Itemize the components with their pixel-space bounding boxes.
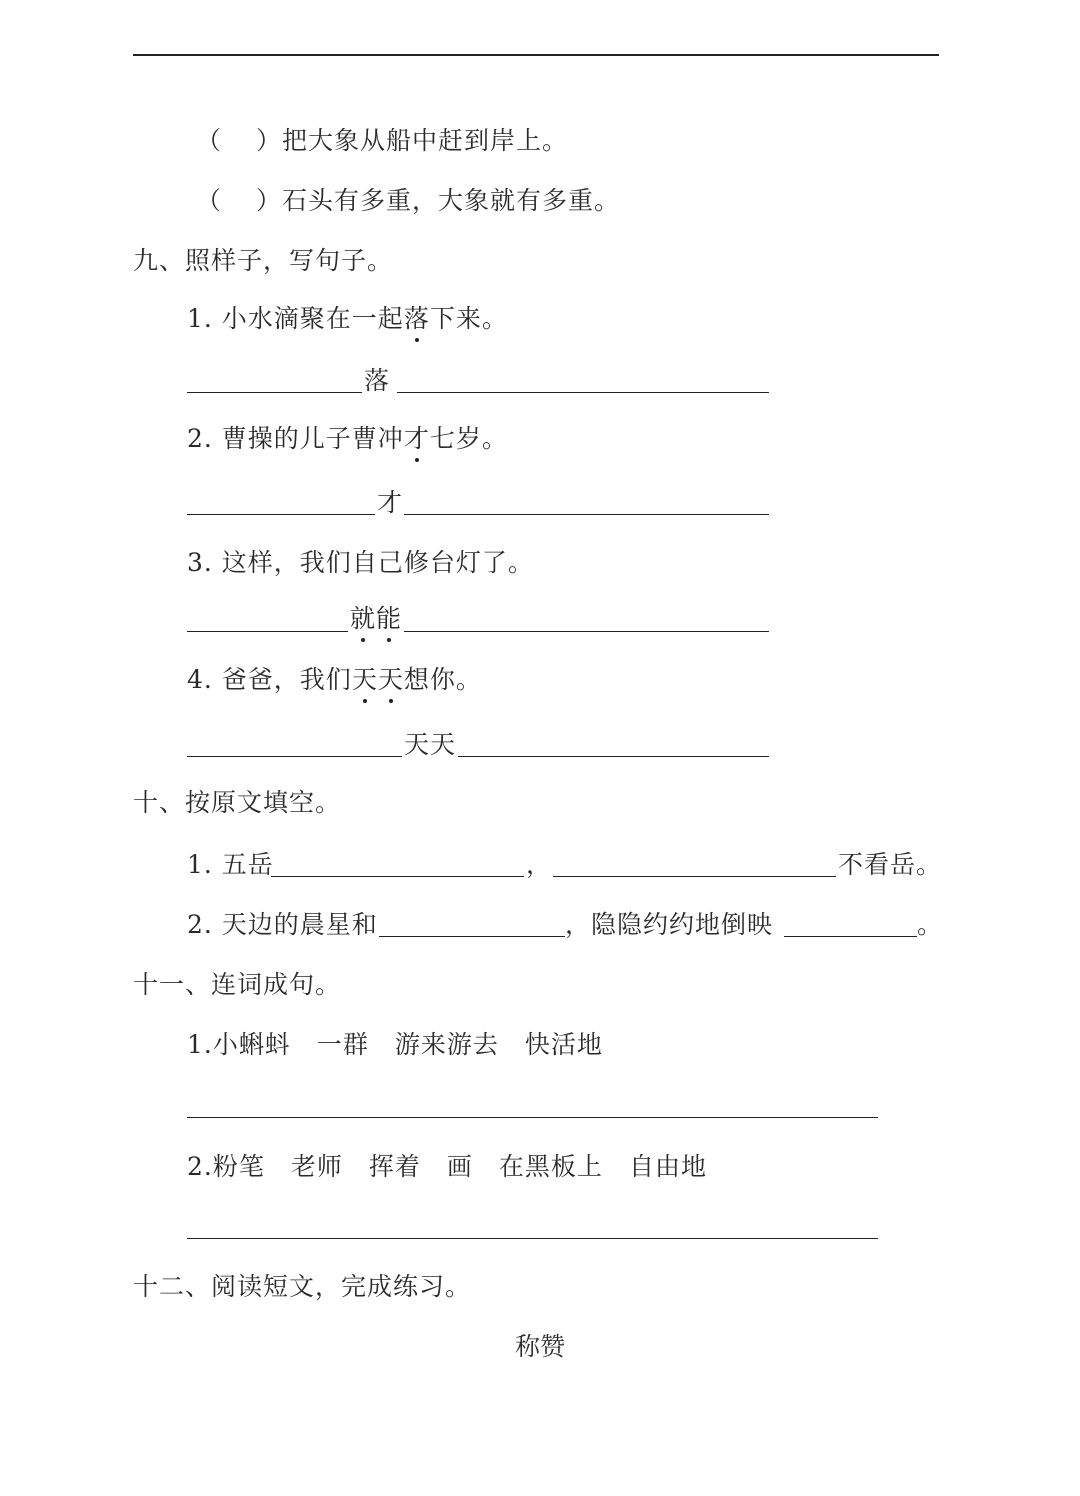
word-chip: 画 [446, 1152, 473, 1181]
fill-item-1-start: 1. 五岳 [187, 850, 274, 879]
answer-word-3: 就能 [350, 602, 402, 636]
word-chip: 在黑板上 [498, 1152, 603, 1181]
answer-blank-3a[interactable] [187, 631, 348, 632]
answer-blank-1b[interactable] [397, 392, 769, 393]
answer-word-2: 才 [377, 488, 404, 517]
fill-item-2-middle: ，隐隐约约地倒映 [565, 910, 774, 939]
sentence-answer-line-2[interactable] [187, 1238, 878, 1239]
example-sentence-4: 4. 爸爸，我们天天想你。 [187, 663, 482, 697]
row-text: 把大象从船中赶到岸上。 [282, 126, 569, 155]
fill-blank-1b[interactable] [553, 876, 836, 877]
paren-open: （ [196, 186, 223, 215]
ordering-row-1 [196, 124, 568, 158]
word-group-2: 2.粉笔 老师 挥着 画 在黑板上 自由地 [187, 1152, 707, 1181]
word-group-1: 1.小蝌蚪 一群 游来游去 快活地 [187, 1030, 603, 1059]
word-chip: 粉笔 [212, 1152, 265, 1181]
answer-word-4: 天天 [404, 730, 457, 759]
emphasis-char: 才 [404, 422, 430, 456]
paren-close: ） [256, 126, 283, 155]
reading-title: 称赞 [514, 1332, 565, 1361]
answer-blank-4a[interactable] [187, 756, 402, 757]
fill-item-2-end: 。 [917, 910, 944, 939]
fill-blank-2b[interactable] [784, 936, 917, 937]
word-chip: 快活地 [524, 1030, 603, 1059]
section-heading-11: 十一、连词成句。 [133, 970, 342, 999]
row-text: 石头有多重，大象就有多重。 [282, 186, 621, 215]
paren-open: （ [196, 126, 223, 155]
emphasis-char: 天 [378, 663, 404, 697]
example-sentence-1: 1. 小水滴聚在一起落下来。 [187, 302, 508, 336]
example-sentence-2: 2. 曹操的儿子曹冲才七岁。 [187, 422, 508, 456]
fill-blank-2a[interactable] [379, 936, 565, 937]
word-chip: 一群 [316, 1030, 369, 1059]
answer-word-1: 落 [364, 366, 391, 395]
section-heading-10: 十、按原文填空。 [133, 788, 342, 817]
example-sentence-3: 3. 这样，我们自己修台灯了。 [187, 548, 534, 577]
section-heading-12: 十二、阅读短文，完成练习。 [133, 1272, 472, 1301]
sentence-answer-line-1[interactable] [187, 1117, 878, 1118]
page-header-rule [133, 54, 939, 56]
answer-blank-3b[interactable] [404, 631, 769, 632]
ordering-row-2 [196, 184, 620, 218]
word-chip: 游来游去 [394, 1030, 499, 1059]
word-chip: 挥着 [368, 1152, 421, 1181]
answer-blank-1a[interactable] [187, 392, 362, 393]
answer-blank-2a[interactable] [187, 514, 375, 515]
word-chip: 自由地 [628, 1152, 707, 1181]
section-heading-9: 九、照样子，写句子。 [133, 246, 394, 275]
answer-blank-4b[interactable] [458, 756, 769, 757]
fill-blank-1a[interactable] [271, 876, 524, 877]
word-chip: 老师 [290, 1152, 343, 1181]
answer-blank-2b[interactable] [404, 514, 769, 515]
emphasis-char: 天 [352, 663, 378, 697]
emphasis-char: 落 [404, 302, 430, 336]
paren-close: ） [256, 186, 283, 215]
fill-item-1-end: 不看岳。 [838, 850, 943, 879]
fill-item-2-start: 2. 天边的晨星和 [187, 910, 378, 939]
word-chip: 小蝌蚪 [212, 1030, 291, 1059]
fill-item-1-comma: ， [526, 850, 553, 879]
